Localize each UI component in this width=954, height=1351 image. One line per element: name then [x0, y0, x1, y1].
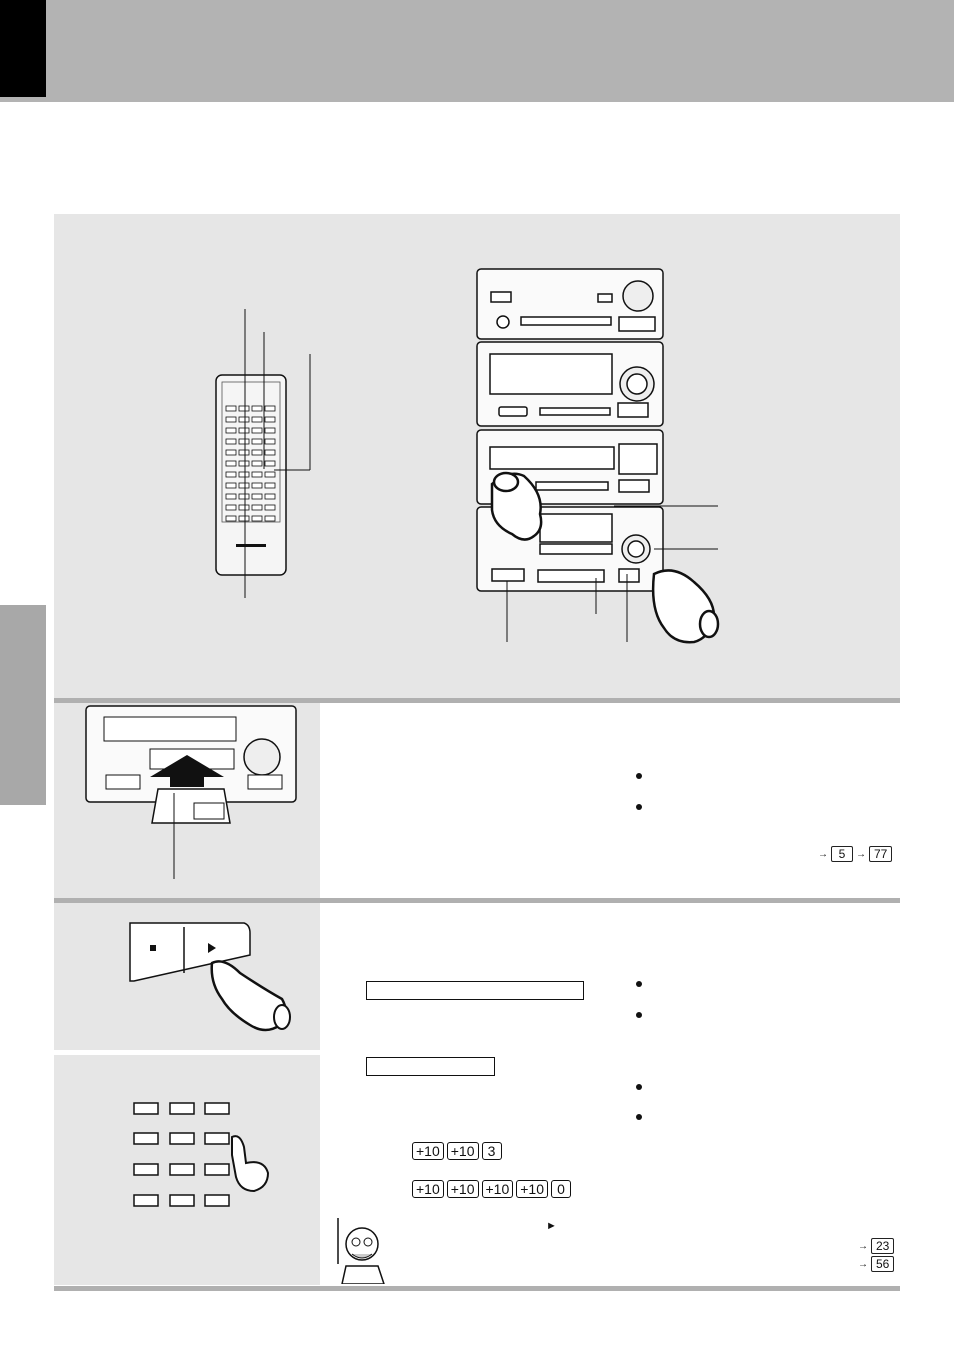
bullet: [636, 981, 642, 987]
arrow-icon: →: [858, 1258, 868, 1270]
cassette-insert-illustration: [54, 703, 320, 898]
bullet: [636, 804, 642, 810]
mode-label-box: [366, 1057, 495, 1076]
side-tab: [0, 605, 46, 805]
section-rule: [54, 1286, 900, 1291]
illustration-panel: [54, 214, 900, 698]
play-icon: ►: [546, 1220, 557, 1232]
page-references: [818, 846, 892, 862]
plus10-key: +10: [482, 1180, 514, 1198]
page-ref: 77: [869, 846, 892, 862]
bullet: [636, 1114, 642, 1120]
chapter-marker: [0, 0, 46, 97]
plus10-key: +10: [412, 1180, 444, 1198]
mode-label-box: [366, 981, 584, 1000]
arrow-icon: →: [858, 1240, 868, 1252]
header-bar: [0, 0, 954, 102]
step1-image: [54, 703, 320, 898]
stop-play-illustration: [54, 903, 320, 1050]
key-sequence-example-2: [412, 1180, 574, 1198]
step3-image: [54, 1055, 320, 1285]
tip-page-references: [858, 1238, 894, 1272]
bullet: [636, 1012, 642, 1018]
bullet: [636, 1084, 642, 1090]
remote-control: [216, 309, 310, 598]
page-ref: 5: [831, 846, 853, 862]
page-ref: 56: [871, 1256, 894, 1272]
number-key: 3: [482, 1142, 502, 1160]
plus10-key: +10: [516, 1180, 548, 1198]
number-key: 0: [551, 1180, 571, 1198]
key-sequence-example-1: [412, 1142, 505, 1160]
bullet: [636, 773, 642, 779]
page-ref: 23: [871, 1238, 894, 1254]
step2-image: [54, 903, 320, 1050]
plus10-key: +10: [447, 1142, 479, 1160]
stereo-system: [477, 269, 663, 591]
arrow-icon: →: [818, 848, 828, 860]
overview-illustration: [54, 214, 900, 698]
arrow-icon: →: [856, 848, 866, 860]
plus10-key: +10: [447, 1180, 479, 1198]
numeric-keys-illustration: [54, 1055, 320, 1285]
professor-icon: [326, 1214, 386, 1284]
plus10-key: +10: [412, 1142, 444, 1160]
